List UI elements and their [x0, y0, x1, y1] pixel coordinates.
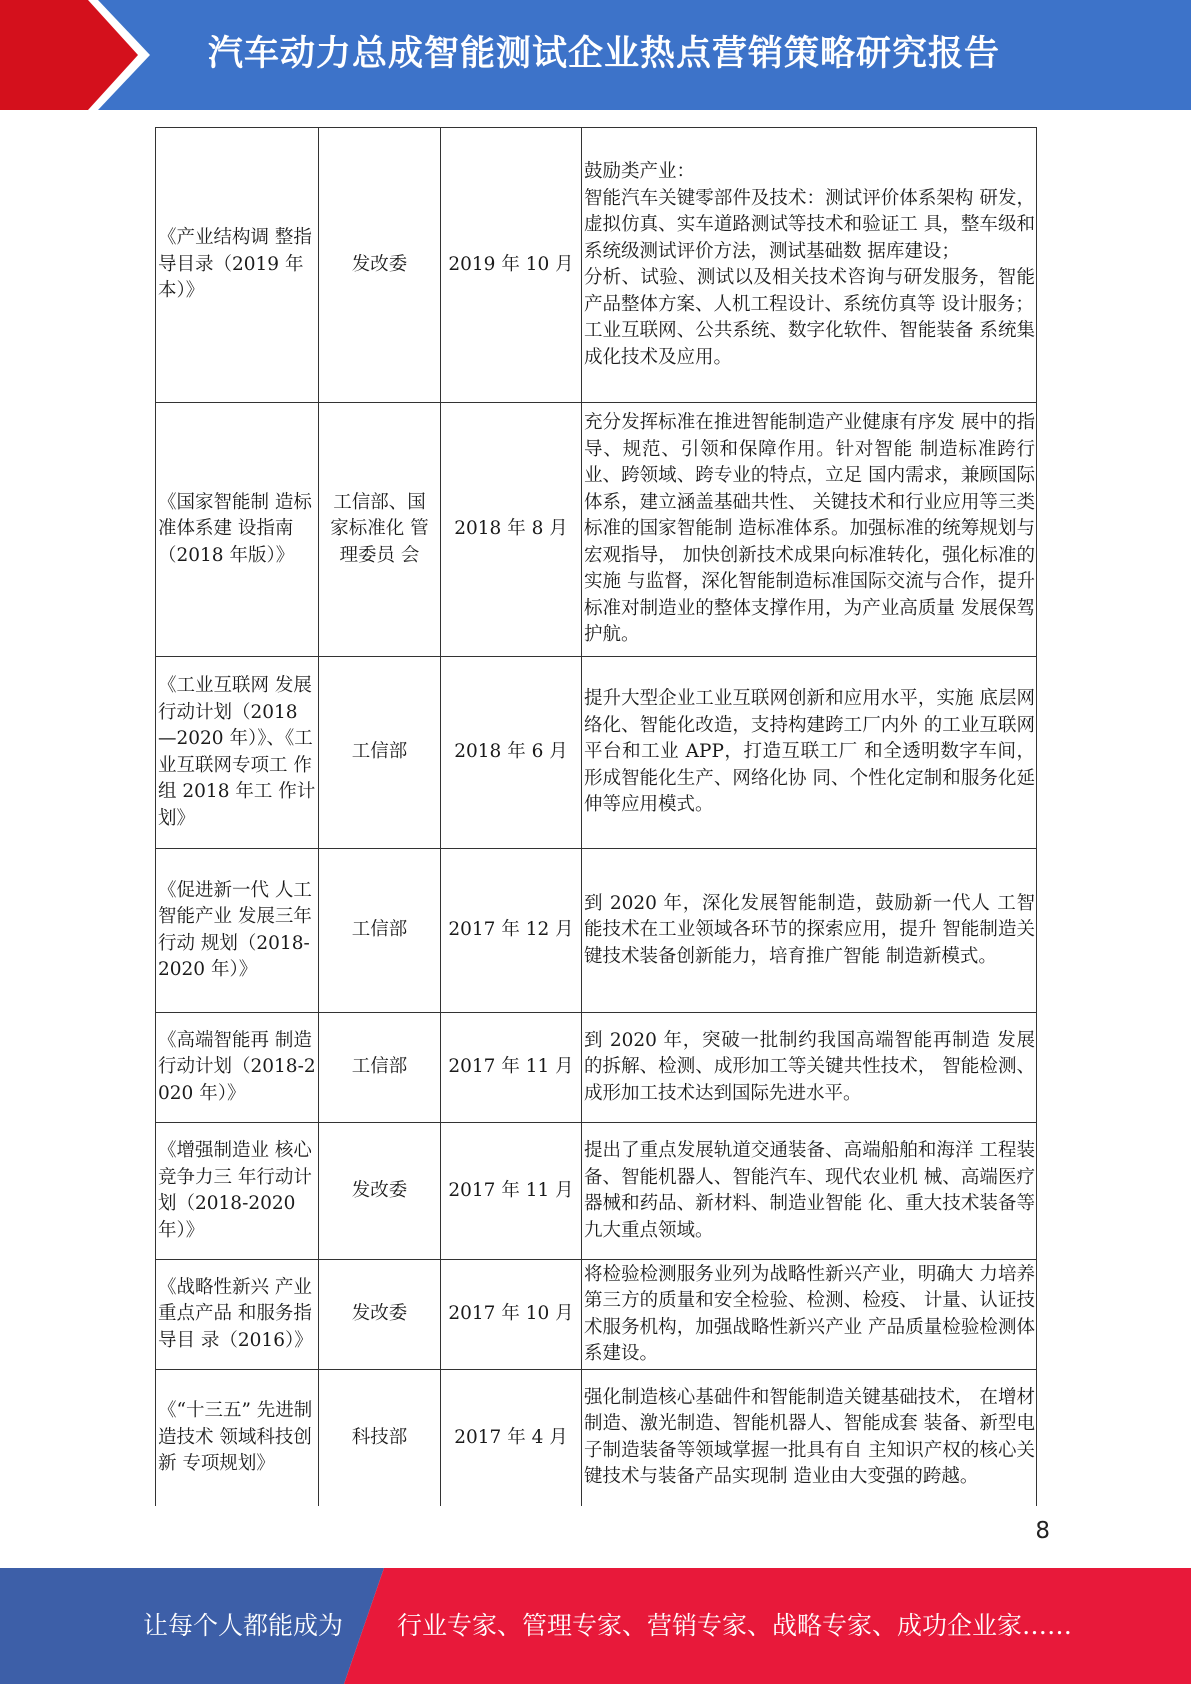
issuing-department: 工信部	[319, 1013, 441, 1123]
policy-content: 鼓励类产业： 智能汽车关键零部件及技术：测试评价体系架构 研发，虚拟仿真、实车道路测试等技术和验证工 具，整车级和系统级测试评价方法，测试基础数 据库建设； 分析、试验、测试以及相关技术咨询与研发服务，智能产品整体方案、人机工程设计、系统仿真等 设计服务； 工业互联网、公共系统、数字化软件、智能装备 系统集成化技术及应用。	[582, 128, 1037, 403]
issue-date: 2018 年 6 月	[441, 657, 582, 849]
policy-name: 《增强制造业 核心竞争力三 年行动计划（2018-2020 年）》	[156, 1123, 319, 1260]
policy-content: 提出了重点发展轨道交通装备、高端船舶和海洋 工程装备、智能机器人、智能汽车、现代农业机 械、高端医疗器械和药品、新材料、制造业智能 化、重大技术装备等九大重点领域。	[582, 1123, 1037, 1260]
table-row	[156, 1260, 1037, 1370]
table-row	[156, 128, 1037, 403]
issuing-department: 发改委	[319, 1123, 441, 1260]
policy-content: 到 2020 年，突破一批制约我国高端智能再制造 发展的拆解、检测、成形加工等关键共性技术， 智能检测、成形加工技术达到国际先进水平。	[582, 1013, 1037, 1123]
issue-date: 2018 年 8 月	[441, 403, 582, 657]
issuing-department: 科技部	[319, 1370, 441, 1506]
issuing-department: 发改委	[319, 1260, 441, 1370]
footer-slogan-right: 行业专家、管理专家、营销专家、战略专家、成功企业家……	[397, 1611, 1073, 1640]
policy-name: 《战略性新兴 产业重点产品 和服务指导目 录（2016）》	[156, 1260, 319, 1370]
policy-content: 到 2020 年，深化发展智能制造，鼓励新一代人 工智能技术在工业领域各环节的探索应用，提升 智能制造关键技术装备创新能力，培育推广智能 制造新模式。	[582, 849, 1037, 1013]
page-title: 汽车动力总成智能测试企业热点营销策略研究报告	[208, 34, 1001, 74]
issuing-department: 工信部、国家标准化 管理委员 会	[319, 403, 441, 657]
issuing-department: 发改委	[319, 128, 441, 403]
policy-name: 《促进新一代 人工智能产业 发展三年行动 规划（2018-2020 年）》	[156, 849, 319, 1013]
header-arrow-icon	[0, 0, 150, 110]
table-row	[156, 1370, 1037, 1506]
policy-name: 《“十三五” 先进制造技术 领域科技创新 专项规划》	[156, 1370, 319, 1506]
page-footer	[0, 1568, 1191, 1684]
issue-date: 2017 年 4 月	[441, 1370, 582, 1506]
policy-name: 《国家智能制 造标准体系建 设指南（2018 年版）》	[156, 403, 319, 657]
page-number: 8	[1035, 1518, 1050, 1544]
table-row	[156, 1123, 1037, 1260]
policy-content: 将检验检测服务业列为战略性新兴产业，明确大 力培养第三方的质量和安全检验、检测、检疫、 计量、认证技术服务机构，加强战略性新兴产业 产品质量检验检测体系建设。	[582, 1260, 1037, 1370]
issue-date: 2017 年 12 月	[441, 849, 582, 1013]
page-header	[0, 0, 1191, 110]
issue-date: 2017 年 11 月	[441, 1123, 582, 1260]
policy-name: 《工业互联网 发展行动计划（2018—2020 年）》、《工业互联网专项工 作组 2018 年工 作计划》	[156, 657, 319, 849]
policy-table	[155, 127, 1037, 1506]
policy-name: 《产业结构调 整指导目录（2019 年本）》	[156, 128, 319, 403]
policy-content: 充分发挥标准在推进智能制造产业健康有序发 展中的指导、规范、引领和保障作用。针对智能 制造标准跨行业、跨领域、跨专业的特点，立足 国内需求，兼顾国际体系，建立涵盖基础共性、 关键技术和行业应用等三类标准的国家智能制 造标准体系。加强标准的统筹规划与宏观指导， 加快创新技术成果向标准转化，强化标准的实施 与监督，深化智能制造标准国际交流与合作，提升标准对制造业的整体支撑作用，为产业高质量 发展保驾护航。	[582, 403, 1037, 657]
table-row	[156, 403, 1037, 657]
issue-date: 2019 年 10 月	[441, 128, 582, 403]
table-row	[156, 657, 1037, 849]
issue-date: 2017 年 11 月	[441, 1013, 582, 1123]
issuing-department: 工信部	[319, 849, 441, 1013]
table-row	[156, 849, 1037, 1013]
issue-date: 2017 年 10 月	[441, 1260, 582, 1370]
footer-slogan-left: 让每个人都能成为	[143, 1611, 344, 1640]
table-row	[156, 1013, 1037, 1123]
policy-content: 强化制造核心基础件和智能制造关键基础技术， 在增材制造、激光制造、智能机器人、智能成套 装备、新型电子制造装备等领域掌握一批具有自 主知识产权的核心关键技术与装备产品实现制 造业由大变强的跨越。	[582, 1370, 1037, 1506]
policy-content: 提升大型企业工业互联网创新和应用水平，实施 底层网络化、智能化改造，支持构建跨工厂内外 的工业互联网平台和工业 APP，打造互联工厂 和全透明数字车间，形成智能化生产、网络化协 同、个性化定制和服务化延伸等应用模式。	[582, 657, 1037, 849]
policy-name: 《高端智能再 制造行动计划（2018-2020 年）》	[156, 1013, 319, 1123]
issuing-department: 工信部	[319, 657, 441, 849]
